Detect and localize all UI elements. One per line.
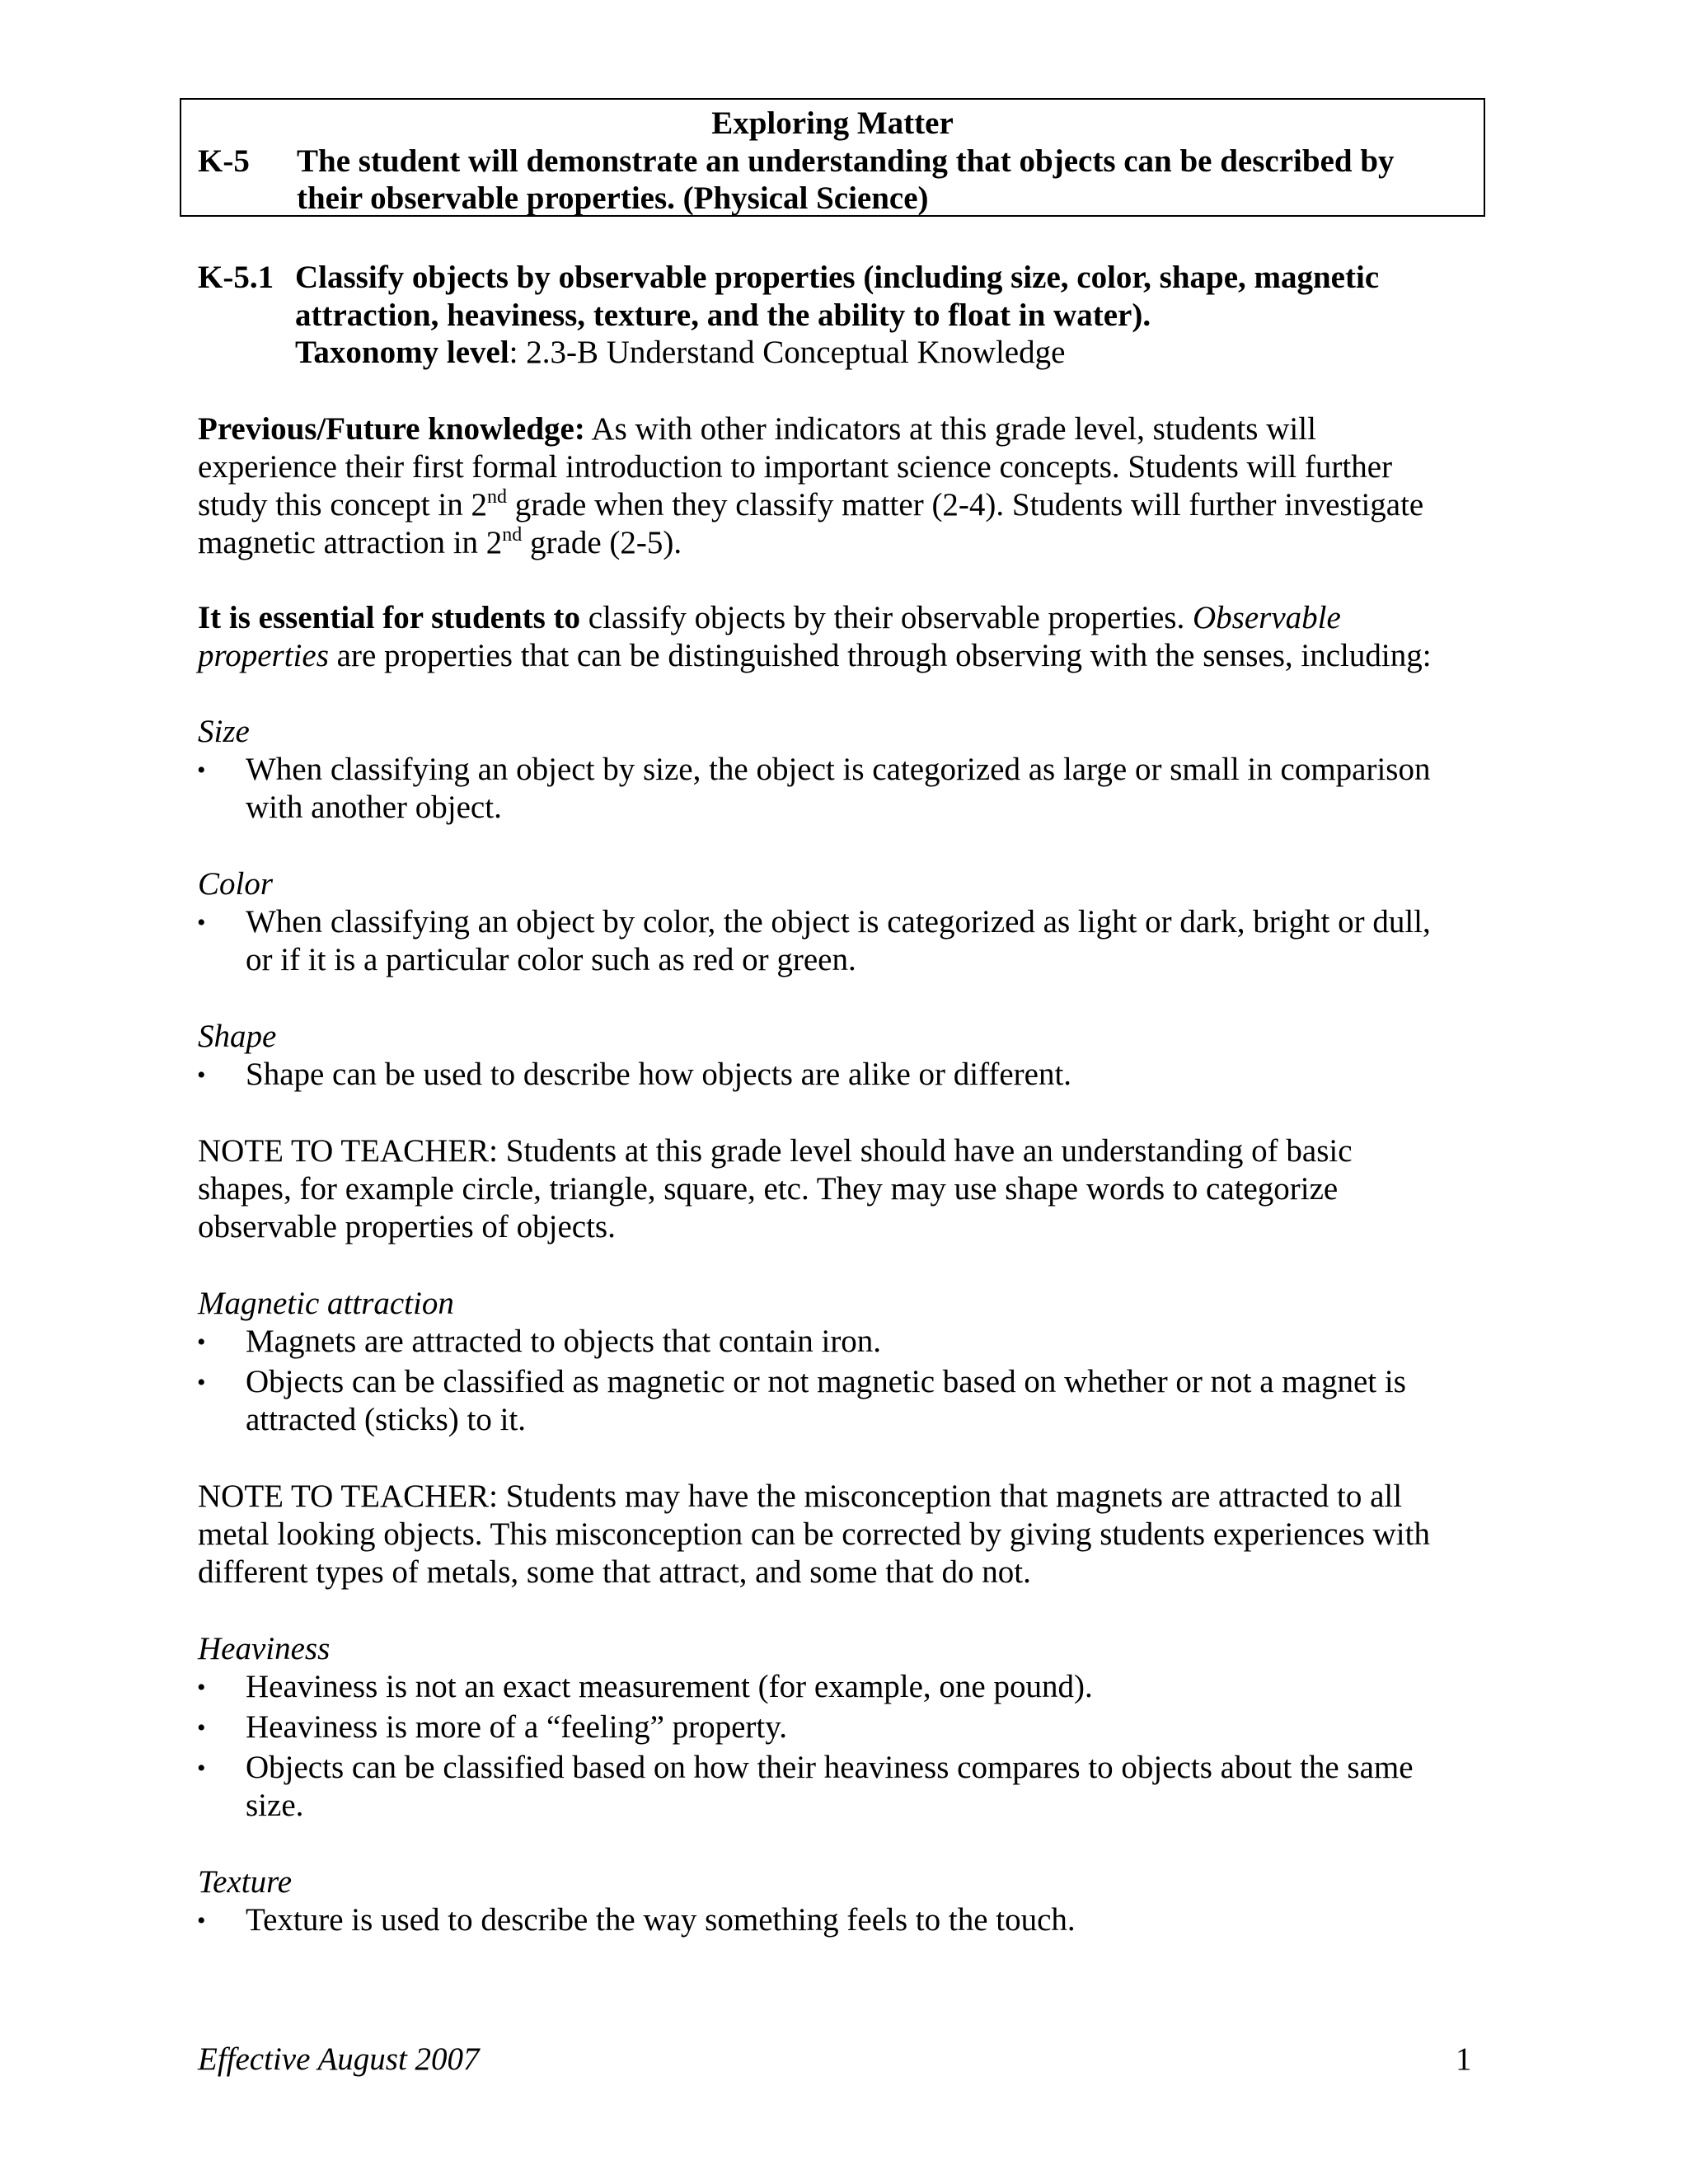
shape-heading: Shape xyxy=(198,1019,277,1054)
size-bullet-1-line-2: with another object. xyxy=(246,790,502,825)
size-bullet-1-line-1: When classifying an object by size, the object is categorized as large or small in comparison xyxy=(246,752,1431,787)
previous-future-line-3: study this concept in 2nd grade when they classify matter (2-4). Students will further investigate xyxy=(198,486,1424,523)
unit-title: Exploring Matter xyxy=(711,105,954,141)
essential-line-2: properties are properties that can be distinguished through observing with the senses, including: xyxy=(198,638,1432,673)
footer-effective-date: Effective August 2007 xyxy=(198,2041,480,2077)
bullet-icon: • xyxy=(197,1755,206,1782)
bullet-icon: • xyxy=(197,1907,206,1934)
standard-code: K-5 xyxy=(198,143,250,179)
shape-note-line-1: NOTE TO TEACHER: Students at this grade level should have an understanding of basic xyxy=(198,1133,1353,1169)
bullet-icon: • xyxy=(197,1674,206,1701)
standard-text-line-2: their observable properties. (Physical Science) xyxy=(297,180,929,216)
heaviness-bullet-3-line-2: size. xyxy=(246,1788,304,1823)
shape-note-line-2: shapes, for example circle, triangle, square, etc. They may use shape words to categorize xyxy=(198,1171,1339,1207)
shape-note-line-3: observable properties of objects. xyxy=(198,1209,616,1244)
taxonomy-value: : 2.3-B Understand Conceptual Knowledge xyxy=(509,335,1066,370)
bullet-icon: • xyxy=(197,757,206,784)
bullet-icon: • xyxy=(197,1369,206,1396)
magnetic-bullet-2-line-1: Objects can be classified as magnetic or not magnetic based on whether or not a magnet is xyxy=(246,1364,1406,1399)
taxonomy-level xyxy=(295,334,1065,372)
standard-text-line-1: The student will demonstrate an understanding that objects can be described by xyxy=(297,143,1395,179)
shape-bullet-1: Shape can be used to describe how objects are alike or different. xyxy=(246,1057,1072,1092)
heaviness-bullet-1: Heaviness is not an exact measurement (for example, one pound). xyxy=(246,1669,1093,1704)
size-heading: Size xyxy=(198,714,250,749)
bullet-icon: • xyxy=(197,1714,206,1741)
previous-future-line-4: magnetic attraction in 2nd grade (2-5). xyxy=(198,524,682,560)
heaviness-bullet-3-line-1: Objects can be classified based on how their heaviness compares to objects about the same xyxy=(246,1750,1414,1785)
essential-line-1: It is essential for students to classify objects by their observable properties. Observable xyxy=(198,600,1341,635)
color-bullet-1-line-2: or if it is a particular color such as red or green. xyxy=(246,942,856,977)
magnetic-note-line-2: metal looking objects. This misconception can be corrected by giving students experiences with xyxy=(198,1516,1430,1552)
color-bullet-1-line-1: When classifying an object by color, the object is categorized as light or dark, bright or dull, xyxy=(246,904,1431,940)
magnetic-bullet-1: Magnets are attracted to objects that contain iron. xyxy=(246,1324,882,1359)
bullet-icon: • xyxy=(197,909,206,936)
standard-header-box xyxy=(180,98,1485,217)
heaviness-bullet-2: Heaviness is more of a “feeling” property. xyxy=(246,1709,787,1745)
bullet-icon: • xyxy=(197,1062,206,1089)
heaviness-heading: Heaviness xyxy=(198,1631,331,1666)
indicator-text-line-2: attraction, heaviness, texture, and the ability to float in water). xyxy=(295,298,1151,333)
previous-future-line-1: Previous/Future knowledge: As with other indicators at this grade level, students will xyxy=(198,411,1316,447)
indicator-code: K-5.1 xyxy=(198,260,274,295)
bullet-icon: • xyxy=(197,1329,206,1356)
previous-future-label: Previous/Future knowledge: xyxy=(198,411,585,447)
indicator-text-line-1: Classify objects by observable properties (including size, color, shape, magnetic xyxy=(295,260,1380,295)
essential-label: It is essential for students to xyxy=(198,600,581,635)
texture-bullet-1: Texture is used to describe the way something feels to the touch. xyxy=(246,1902,1076,1938)
magnetic-bullet-2-line-2: attracted (sticks) to it. xyxy=(246,1402,527,1437)
page-number: 1 xyxy=(1456,2041,1472,2077)
color-heading: Color xyxy=(198,866,274,902)
magnetic-note-line-1: NOTE TO TEACHER: Students may have the misconception that magnets are attracted to all xyxy=(198,1479,1403,1514)
taxonomy-label: Taxonomy level xyxy=(295,335,509,370)
previous-future-line-2: experience their first formal introduction to important science concepts. Students will further xyxy=(198,449,1393,485)
texture-heading: Texture xyxy=(198,1864,293,1900)
magnetic-heading: Magnetic attraction xyxy=(198,1286,454,1321)
magnetic-note-line-3: different types of metals, some that attract, and some that do not. xyxy=(198,1554,1031,1590)
